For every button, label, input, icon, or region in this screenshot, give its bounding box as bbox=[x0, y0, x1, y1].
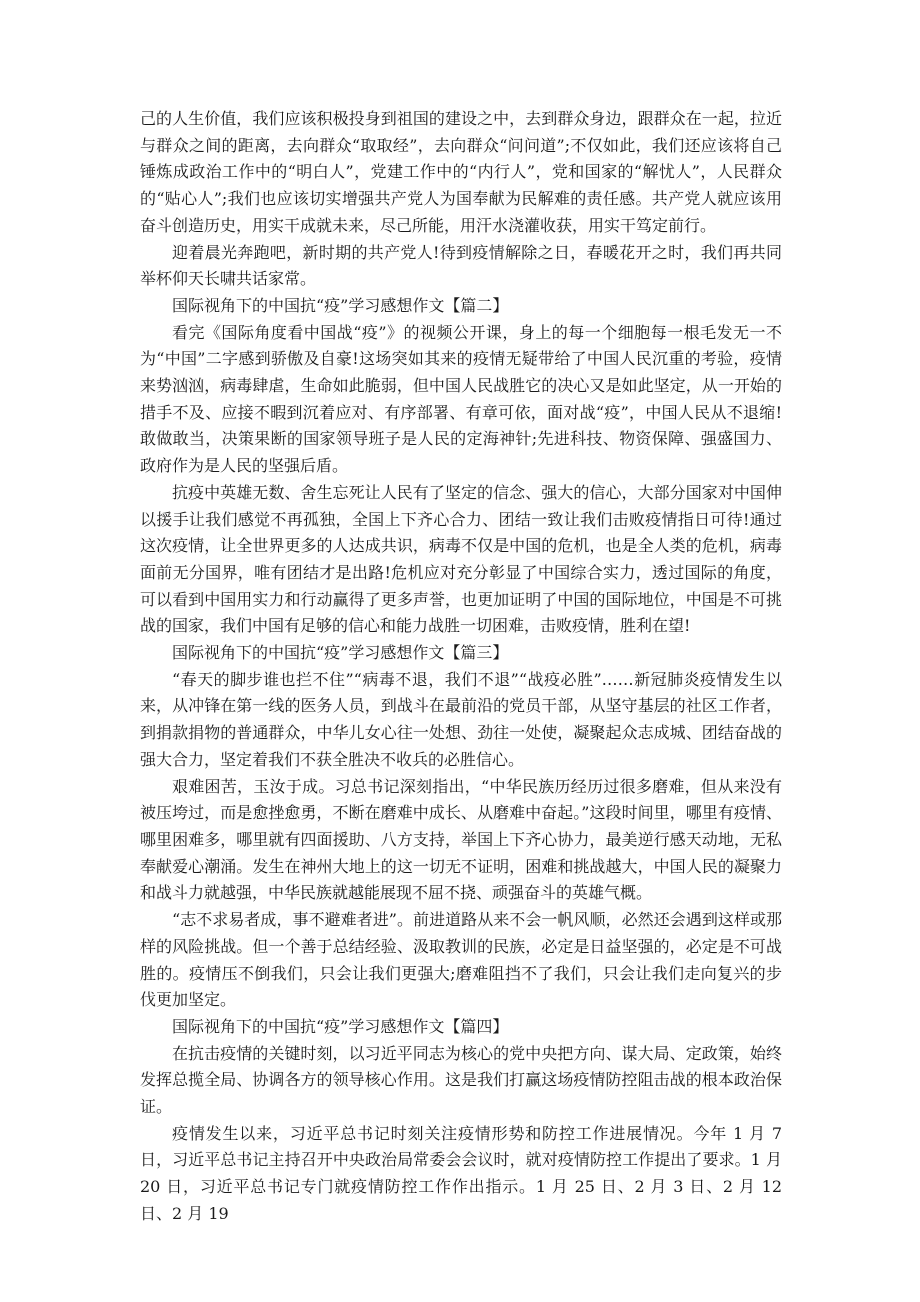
paragraph: “志不求易者成，事不避难者进”。前进道路从来不会一帆风顺，必然还会遇到这样或那样的风险挑战。但一个善于总结经验、汲取教训的民族，必定是日益坚强的，必定是不可战胜的。疫情压不倒我们，只会让我们更强大;磨难阻挡不了我们，只会让我们走向复兴的步伐更加坚定。 bbox=[140, 910, 782, 1010]
paragraph: 在抗击疫情的关键时刻，以习近平同志为核心的党中央把方向、谋大局、定政策，始终发挥总揽全局、协调各方的领导核心作用。这是我们打赢这场疫情防控阻击战的根本政治保证。 bbox=[140, 1043, 782, 1117]
paragraph: 己的人生价值，我们应该积极投身到祖国的建设之中，去到群众身边，跟群众在一起，拉近与群众之间的距离，去向群众“取取经”，去向群众“问问道”;不仅如此，我们还应该将自己锤炼成政治工作中的“明白人”，党建工作中的“内行人”，党和国家的“解忧人”，人民群众的“贴心人”;我们也应该切实增强共产党人为国奉献为民解难的责任感。共产党人就应该用奋斗创造历史，用实干成就未来，尽己所能，用汗水浇灌收获，用实干笃定前行。 bbox=[140, 109, 782, 235]
paragraph: 迎着晨光奔跑吧，新时期的共产党人!待到疫情解除之日，春暖花开之时，我们再共同举杯仰天长啸共话家常。 bbox=[140, 242, 782, 289]
section-heading: 国际视角下的中国抗“疫”学习感想作文【篇三】 bbox=[172, 643, 509, 663]
paragraph: 疫情发生以来，习近平总书记时刻关注疫情形势和防控工作进展情况。今年 1 月 7 日，习近平总书记主持召开中央政治局常委会会议时，就对疫情防控工作提出了要求。1 月 20 日，习近平总书记专门就疫情防控工作作出指示。1 月 25 日、2 月 3 日、2 月 12 日、2 月 19 bbox=[140, 1123, 782, 1223]
paragraph: 抗疫中英雄无数、舍生忘死让人民有了坚定的信念、强大的信心，大部分国家对中国伸以援手让我们感觉不再孤独，全国上下齐心合力、团结一致让我们击败疫情指日可待!通过这次疫情，让全世界更多的人达成共识，病毒不仅是中国的危机，也是全人类的危机，病毒面前无分国界，唯有团结才是出路!危机应对充分彰显了中国综合实力，透过国际的角度，可以看到中国用实力和行动赢得了更多声誉，也更加证明了中国的国际地位，中国是不可挑战的国家，我们中国有足够的信心和能力战胜一切困难，击败疫情，胜利在望! bbox=[140, 482, 782, 636]
paragraph: “春天的脚步谁也拦不住”“病毒不退，我们不退”“战疫必胜”……新冠肺炎疫情发生以来，从冲锋在第一线的医务人员，到战斗在最前沿的党员干部，从坚守基层的社区工作者，到捐款捐物的普通群众，中华儿女心往一处想、劲往一处使，凝聚起众志成城、团结奋战的强大合力，坚定着我们不获全胜决不收兵的必胜信心。 bbox=[140, 669, 782, 769]
document-page bbox=[140, 106, 782, 1228]
paragraph: 艰难困苦，玉汝于成。习总书记深刻指出，“中华民族历经历过很多磨难，但从来没有被压垮过，而是愈挫愈勇，不断在磨难中成长、从磨难中奋起。”这段时间里，哪里有疫情、哪里困难多，哪里就有四面援助、八方支持，举国上下齐心协力，最美逆行感天动地，无私奉献爱心潮涌。发生在神州大地上的这一切无不证明，困难和挑战越大，中国人民的凝聚力和战斗力就越强，中华民族就越能展现不屈不挠、顽强奋斗的英雄气概。 bbox=[140, 776, 782, 903]
section-heading: 国际视角下的中国抗“疫”学习感想作文【篇二】 bbox=[172, 295, 509, 315]
paragraph: 看完《国际角度看中国战“疫”》的视频公开课，身上的每一个细胞每一根毛发无一不为“中国”二字感到骄傲及自豪!这场突如其来的疫情无疑带给了中国人民沉重的考验，疫情来势汹汹，病毒肆虐，生命如此脆弱，但中国人民战胜它的决心又是如此坚定，从一开始的措手不及、应接不暇到沉着应对、有序部署、有章可依，面对战“疫”，中国人民从不退缩!敢做敢当，决策果断的国家领导班子是人民的定海神针;先进科技、物资保障、强盛国力、政府作为是人民的坚强后盾。 bbox=[140, 322, 782, 476]
section-heading: 国际视角下的中国抗“疫”学习感想作文【篇四】 bbox=[172, 1016, 509, 1036]
